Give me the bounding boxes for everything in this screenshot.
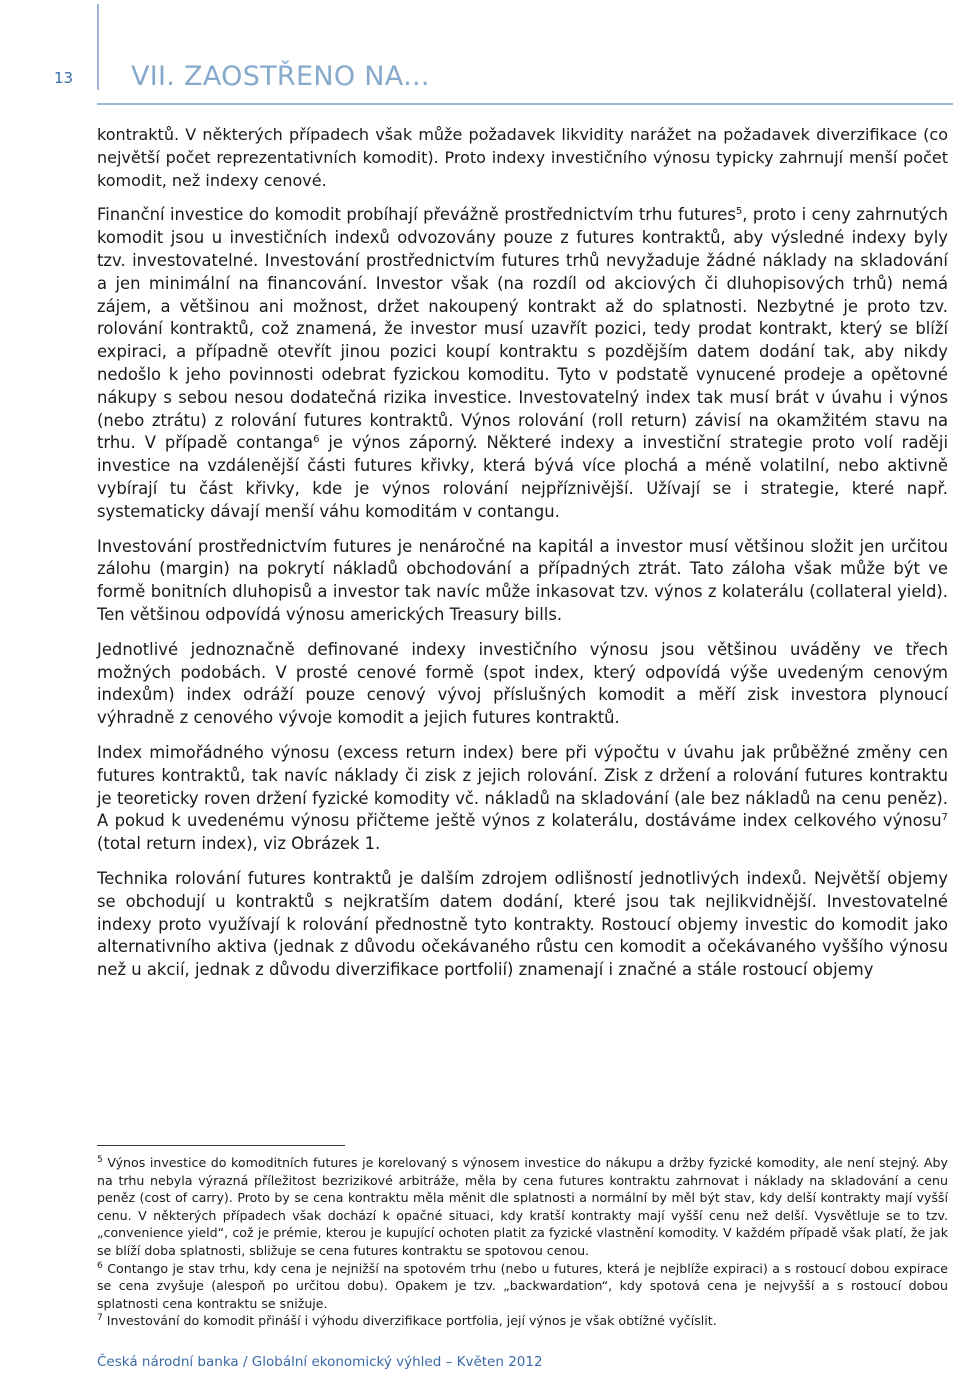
footnote-number: 5 [97,1155,103,1165]
footnote-ref[interactable]: 5 [735,206,743,218]
paragraph: kontraktů. V některých případech však může požadavek likvidity narážet na požadavek diverzifikace (co největší počet reprezentativních komodit). Proto indexy investičního výnosu typicky zahrnují menší počet komodit, než indexy cenové. [97,125,948,190]
paragraph: Technika rolování futures kontraktů je dalším zdrojem odlišností jednotlivých indexů. Největší objemy se obchodují u kontraktů s nejkratším datem dodání, které jsou tak nejlikvidnější. Investovatelné indexy proto využívají k rolování přednostně tyto kontrakty. Rostoucí objemy investic do komodit jako alternativního aktiva (jednak z důvodu očekávaného růstu cen komodit a očekávaného vyššího výnosu než u akcií, jednak z důvodu diverzifikace portfolií) znamenají i značné a stále rostoucí objemy [97,868,948,980]
paragraph-text: Index mimořádného výnosu (excess return index) bere při výpočtu v úvahu jak průběžné změny cen futures kontraktů, tak navíc náklady či zisk z jejich rolování. Zisk z držení a rolování futures kontraktu je teoreticky roven držení fyzické komodity vč. nákladů na skladování (ale bez nákladů na cenu peněz). A pokud k uvedenému výnosu přičteme ještě výnos z kolaterálu, dostáváme index celkového výnosu [97,742,948,831]
paragraph-text: Finanční investice do komodit probíhají převážně prostřednictvím trhu futures [97,205,736,225]
footnote [97,1312,948,1330]
footnote-ref[interactable]: 6 [313,434,320,446]
footnote-text: Contango je stav trhu, kdy cena je nejnižší na spotovém trhu (nebo u futures, která je nejblíže expiraci) a s rostoucí dobou expirace se cena zvyšuje (alespoň po určitou dobu). Opakem je tzv. „backwardation“, kdy spotová cena je nejvyšší a s rostoucí dobou splatnosti cena kontraktu se snižuje. [97,1260,948,1311]
footnote-number: 7 [97,1313,103,1324]
paragraph-text: (total return index), viz Obrázek 1. [97,834,381,854]
footnote [97,1154,948,1260]
footnote-text: Výnos investice do komoditních futures je korelovaný s výnosem investice do nákupu a držby fyzické komodity, ale není stejný. Aby na trhu nebyla výrazná příležitost bezrizikové arbitráže, měla by cena futures kontraktu zahrnovat i náklady na skladování a cenu peněz (cost of carry). Proto by se cena kontraktu měla měnit dle splatnosti a normální by měl být stav, kdy delší kontrakty mají vyšší cenu. V některých případech však dochází k opačné situaci, kdy kratší kontrakty mají vyšší cenu než delší. Vysvětluje se to tzv. „convenience yield“, což je prémie, kterou je kupující ochoten platit za fyzické vlastnění komodity. V každém případě však platí, že jak se blíží doba splatnosti, sbližuje se cena futures kontraktu se spotovou cenou. [97,1155,948,1258]
paragraph: Investování prostřednictvím futures je nenáročné na kapitál a investor musí většinou složit jen určitou zálohu (margin) na pokrytí nákladů obchodování a případných ztrát. Tato záloha však může být ve formě bonitních dluhopisů a investor tak navíc může inkasovat tzv. výnos z kolaterálu (collateral yield). Ten většinou odpovídá výnosu amerických Treasury bills. [97,536,948,624]
footnote-ref[interactable]: 7 [941,812,948,824]
footnote-text: Investování do komodit přináší i výhodu diverzifikace portfolia, její výnos je však obtížné vyčíslit. [106,1313,717,1329]
footnote-number: 6 [97,1260,103,1271]
chapter-title: VII. ZAOSTŘENO NA... [131,61,430,92]
body-text [97,124,948,994]
paragraph [97,204,948,523]
header-vertical-rule [97,4,99,90]
footnote [97,1260,948,1313]
paragraph: Jednotlivé jednoznačně definované indexy investičního výnosu jsou většinou uváděny ve třech možných podobách. V prosté cenové formě (spot index, který odpovídá výše uvedeným cenovým indexům) index odráží pouze cenový vývoj příslušných komodit a měří zisk investora plynoucí výhradně z cenového vývoje komodit a jejich futures kontraktů. [97,639,948,728]
footnote-separator [97,1145,345,1146]
footnotes [97,1154,948,1330]
page-footer: Česká národní banka / Globální ekonomický výhled – Květen 2012 [97,1354,543,1370]
paragraph [97,742,948,856]
header-horizontal-rule [97,103,953,105]
paragraph-text: , proto i ceny zahrnutých komodit jsou u investičních indexů odvozovány pouze z futures kontraktů, aby výsledné indexy byly tzv. investovatelné. Investování prostřednictvím futures trhů nevyžaduje žádné náklady na skladování a jen minimální na financování. Investor však (na rozdíl od akciových či dluhopisových trhů) nemá zájem, a většinou ani možnost, držet nakoupený kontrakt až do splatnosti. Nezbytné je proto tzv. rolování kontraktů, což znamená, že investor musí uzavřít pozici, tedy prodat kontrakt, který se blíží expiraci, a případně otevřít jinou pozici koupí kontraktu s pozdějším datem dodání tak, aby nikdy nedošlo k jeho povinnosti odebrat fyzickou komoditu. Tyto v podstatě vynucené prodeje a opětovné nákupy s sebou nesou dodatečná rizika investice. Investovatelný index tak musí brát v úvahu i výnos (nebo ztrátu) z rolování futures kontraktů. Výnos rolování (roll return) závisí na okamžitém stavu na trhu. V případě contanga [97,205,948,453]
paragraph-text: je výnos záporný. Některé indexy a investiční strategie proto volí raději investice na vzdálenější části futures křivky, která bývá více plochá a méně volatilní, nebo aktivně vybírají tu část křivky, kde je výnos rolování nejpříznivější. Užívají se i strategie, které např. systematicky dávají menší váhu komoditám v contangu. [97,433,948,521]
page-number: 13 [54,69,74,87]
